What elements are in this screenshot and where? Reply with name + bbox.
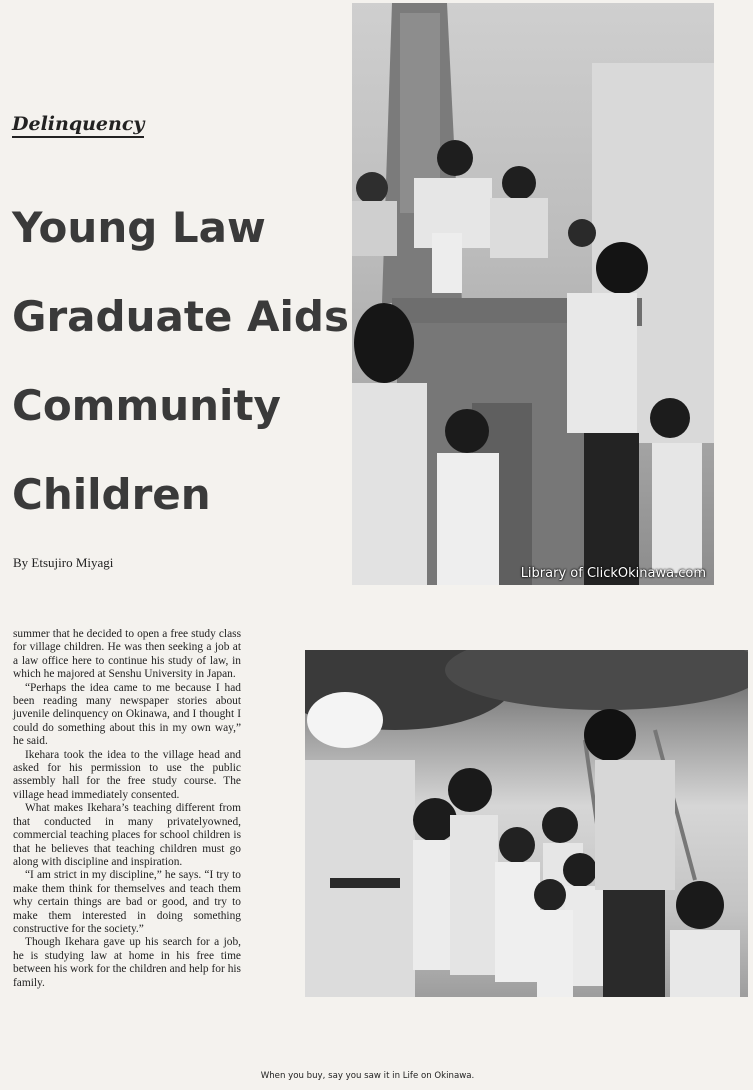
article-headline [12,183,347,539]
watermark: Library of ClickOkinawa.com [520,566,706,581]
footer-tagline: When you buy, say you saw it in Life on Okinawa. [260,1071,475,1081]
paragraph: Though Ikehara gave up his search for a job, he is studying law at home in his free time between his work for the children and help for his family. [13,936,241,989]
photo-children-at-monument [352,3,714,585]
section-label: Delinquency [12,113,144,138]
headline-line: Children [12,470,211,519]
paragraph: What makes Ikehara’s teaching different from that conducted in many privatelyowned, commercial teaching places for school children is that he believes that teaching children must go along with discipline and inspiration. [13,802,241,868]
paragraph: “I am strict in my discipline,” he says. “I try to make them think for themselves and teach them why certain things are bad or good, and try to make them interested in doing something constructive for the society.” [13,869,241,935]
paragraph: summer that he decided to open a free study class for village children. He was then seeking a job at a law office here to continue his study of law, in which he majored at Senshu University in Japan. [13,628,241,681]
paragraph: Ikehara took the idea to the village head and asked for his permission to use the public assembly hall for the free study course. The village head immediately consented. [13,748,241,801]
photo-group-of-children [305,650,748,997]
headline-line: Graduate Aids [12,292,349,341]
photo-illustration [352,3,714,585]
paragraph: “Perhaps the idea came to me because I had been reading many newspaper stories about juvenile delinquency on Okinawa, and I thought I could do something about this in my own way,” he said. [13,681,241,748]
byline: By Etsujiro Miyagi [13,555,114,570]
headline-line: Young Law [12,203,266,252]
headline-line: Community [12,381,281,430]
photo-illustration [305,650,748,997]
article-body [13,628,241,990]
